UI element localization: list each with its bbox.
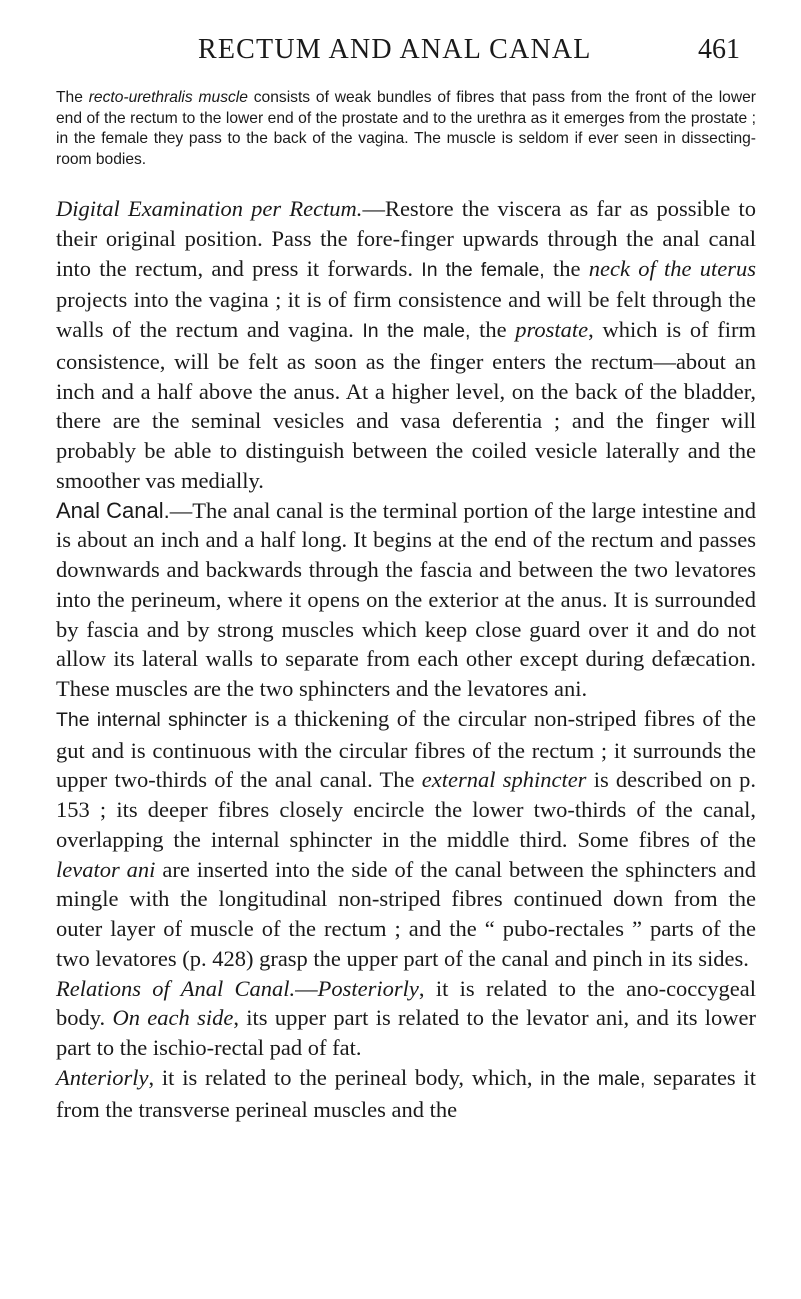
recto-urethralis-term: recto-urethralis muscle — [88, 89, 248, 106]
main-text — [56, 194, 756, 1124]
anal-canal-paragraph: Anal Canal.—The anal canal is the terminal portion of the large intestine and is about an inch and a half long. It begins at the end of the rectum and passes downwards and backwards through the fascia and between the two levatores into the perineum, where it opens on the exterior at the anus. It is surrounded by fascia and by strong muscles which keep close guard over it and do not allow its lateral walls to separate from each other except during defæcation. These muscles are the two sphincters and the levatores ani. — [56, 497, 757, 701]
digital-examination-paragraph: Digital Examination per Rectum.—Restore the viscera as far as possible to their original position. Pass the fore-finger upwards through the anal canal into the rectum, and press it forwards. In the female, the neck of the uterus projects into the vagina ; it is of firm consistence and will be felt through the walls of the rectum and vagina. In the male, the prostate, which is of firm consistence, will be felt as soon as the finger enters the rectum—about an inch and a half above the anus. At a higher level, on the back of the bladder, there are the seminal vesicles and vasa deferentia ; and the finger will probably be able to distinguish between the coiled vesicle laterally and the smoother vas medially. — [56, 196, 756, 493]
page-header — [0, 34, 801, 74]
anteriorly-paragraph: Anteriorly, it is related to the perineal body, which, in the male, separates it from the transverse perineal muscles and the — [56, 1064, 756, 1122]
sphincters-paragraph: The internal sphincter is a thickening of the circular non-striped fibres of the gut and is continuous with the circular fibres of the rectum ; it surrounds the upper two-thirds of the anal canal. The external sphincter is described on p. 153 ; its deeper fibres closely encircle the lower two-thirds of the canal, overlapping the internal sphincter in the middle third. Some fibres of the levator ani are inserted into the side of the canal between the sphincters and mingle with the longitudinal non-striped fibres continued down from the outer layer of muscle of the rectum ; and the “ pubo-rectales ” parts of the two levatores (p. 428) grasp the upper part of the canal and pinch in its sides. — [56, 705, 757, 971]
anal-canal-heading: Anal Canal. — [56, 497, 170, 523]
digital-examination-heading: Digital Examination per Rectum. — [56, 196, 363, 221]
page-number: 461 — [698, 34, 740, 65]
running-title: RECTUM AND ANAL CANAL — [198, 34, 592, 65]
relations-heading: Relations of Anal Canal. — [56, 975, 296, 1001]
internal-sphincter-term: The internal sphincter — [56, 708, 248, 731]
recto-urethralis-paragraph: The recto-urethralis muscle consists of weak bundles of fibres that pass from the front of the lower end of the rectum to the lower end of the prostate and to the urethra as it emerges from the prostate ; in the female they pass to the back of the vagina. The muscle is seldom if ever seen in dissecting-room bodies. — [56, 89, 756, 168]
relations-paragraph: Relations of Anal Canal.—Posteriorly, it is related to the ano-coccygeal body. On each side, its upper part is related to the levator ani, and its lower part to the ischio-rectal pad of fat. — [56, 975, 757, 1060]
